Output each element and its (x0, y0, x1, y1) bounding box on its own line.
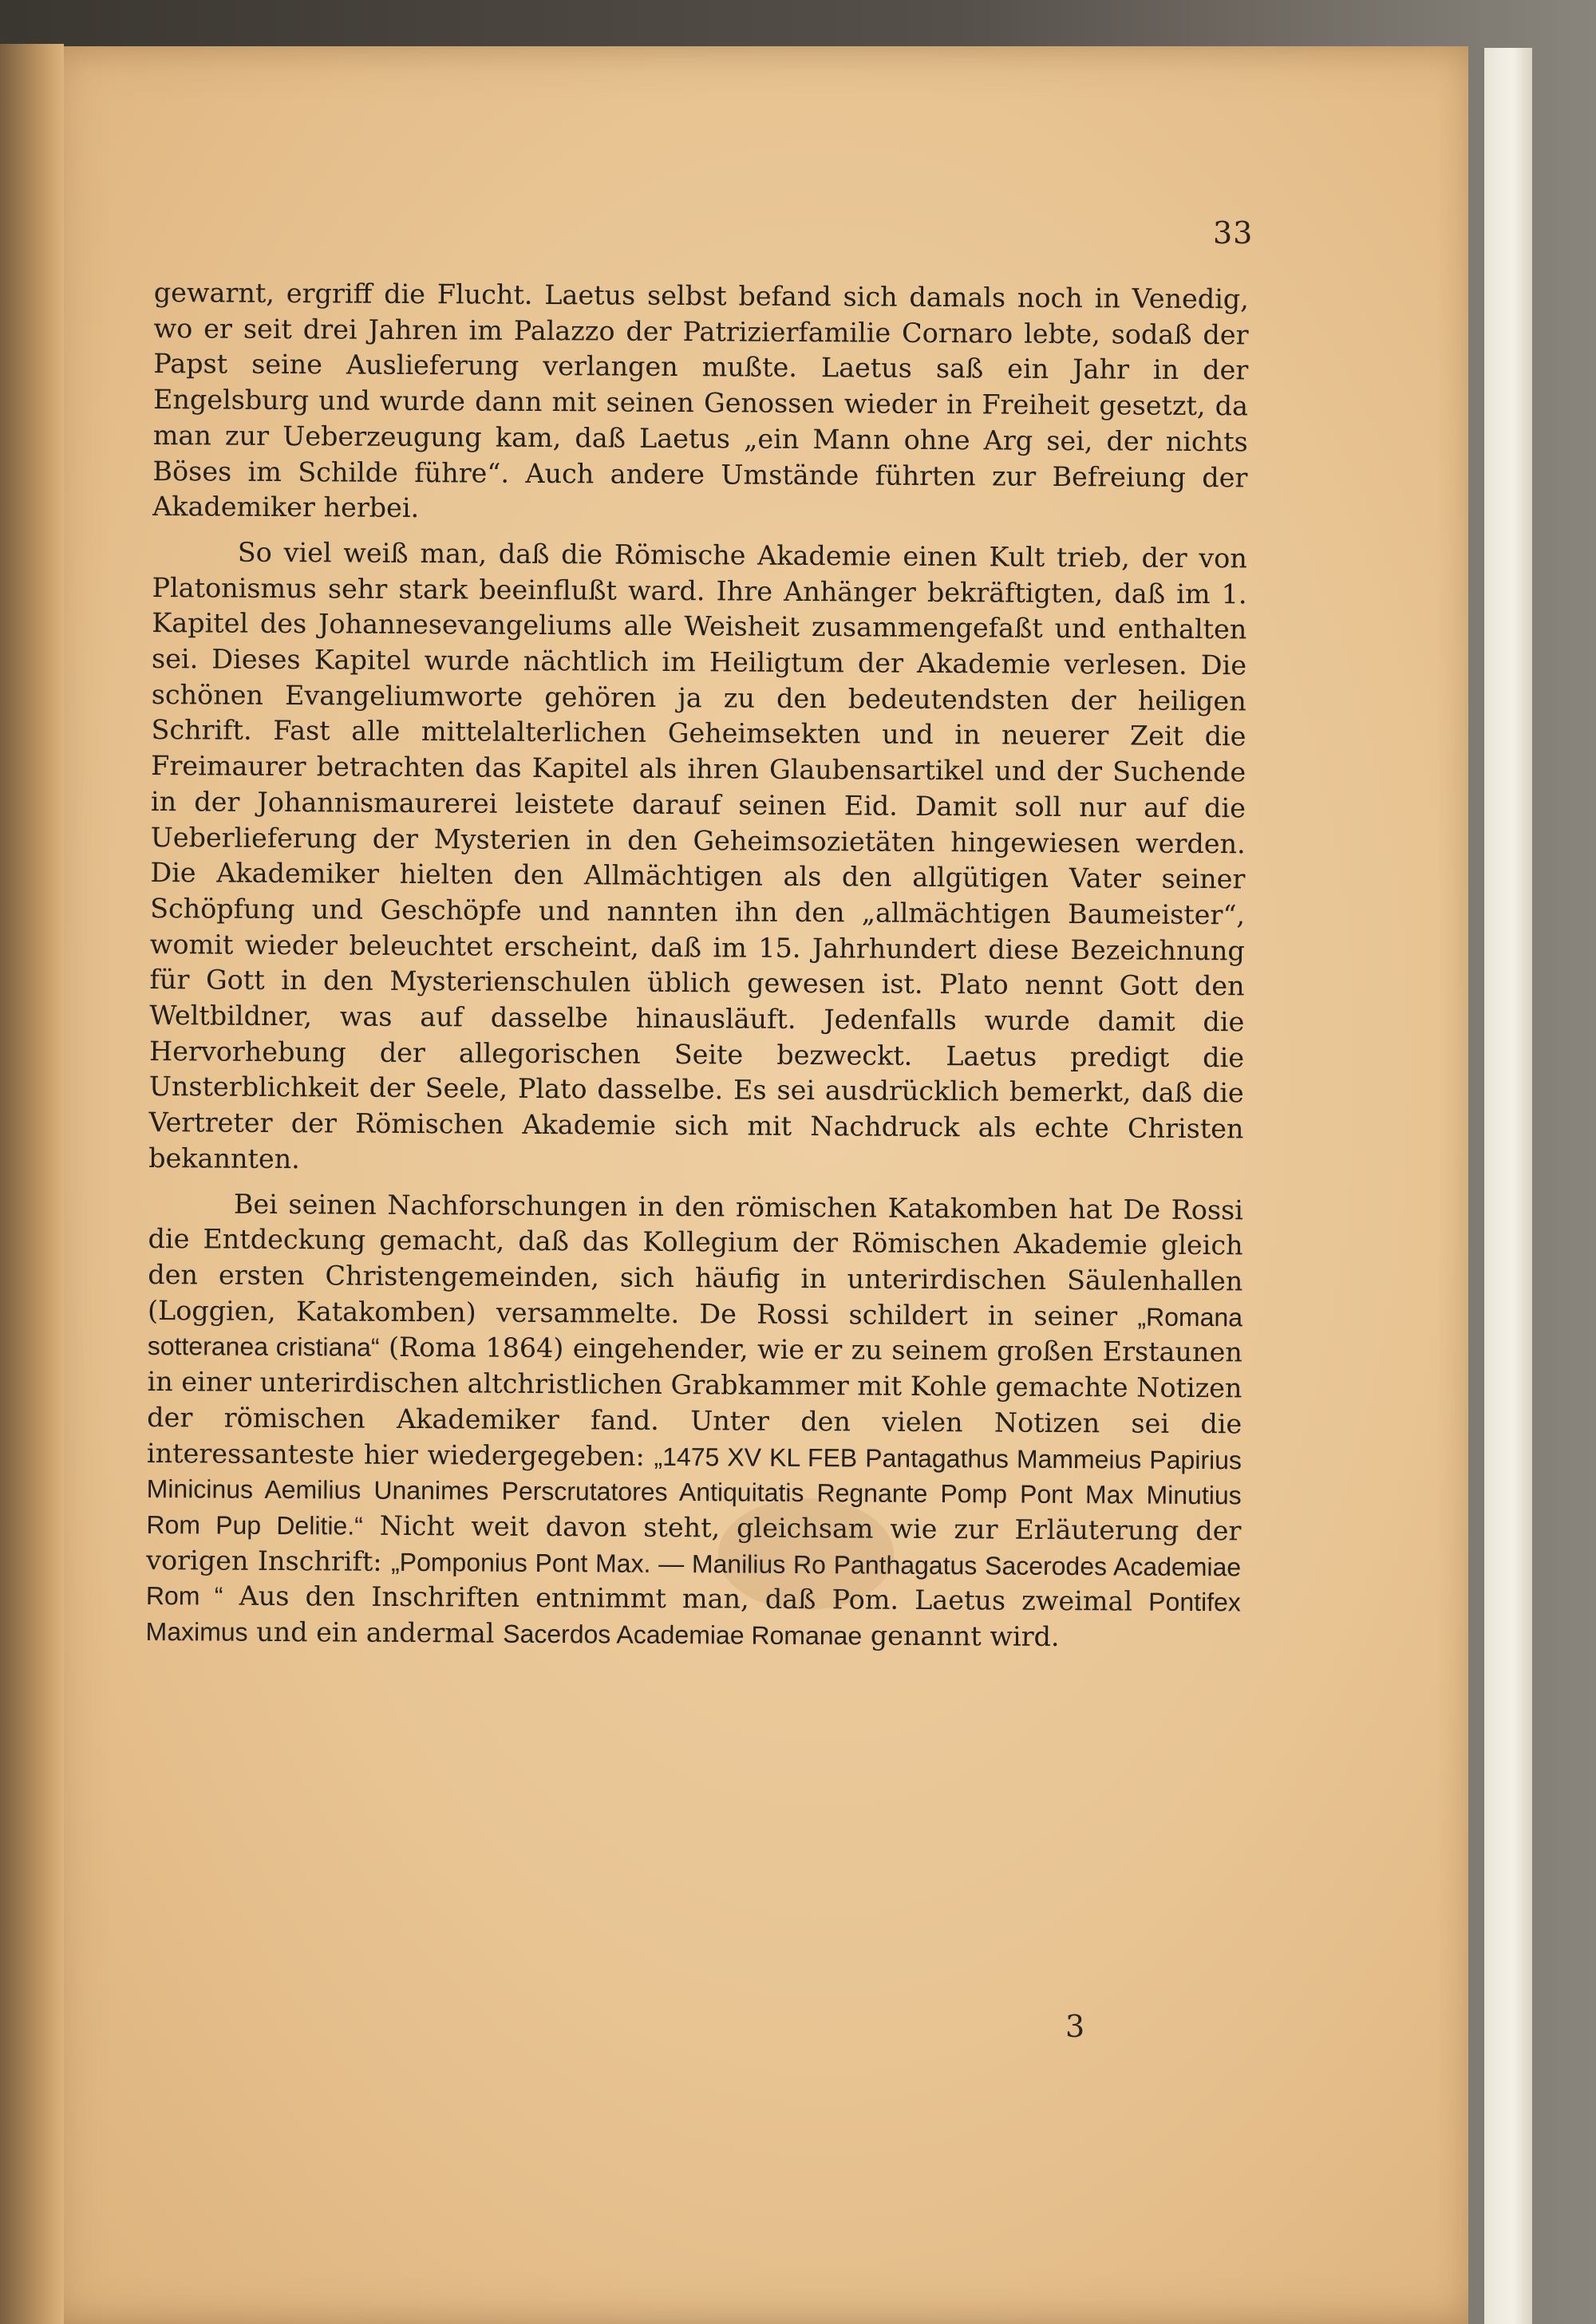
latin-title-sacerdos: Sacerdos Academiae Romanae (503, 1619, 863, 1651)
body-text (145, 275, 1248, 1656)
page-number: 33 (1213, 215, 1254, 251)
paragraph-2: So viel weiß man, daß die Römische Akademie einen Kult trieb, der von Platonismus sehr stark beeinflußt ward. Ihre Anhänger bekräftigten, daß im 1. Kapitel des Johannesevangeliums alle Weisheit zusammengefaßt und enthalten sei. Dieses Kapitel wurde nächtlich im Heiligtum der Akademie verlesen. Die schönen Evangeliumworte gehören ja zu den bedeutendsten der heiligen Schrift. Fast alle mittelalterlichen Geheimsekten und in neuerer Zeit die Freimaurer betrachten das Kapitel als ihren Glaubensartikel und der Suchende in der Johannismaurerei leistete darauf seinen Eid. Damit soll nur auf die Ueberlieferung der Mysterien in den Geheimsozietäten hingewiesen werden. Die Akademiker hielten den Allmächtigen als den allgütigen Vater seiner Schöpfung und Geschöpfe und nannten ihn den „allmächtigen Baumeister“, womit wieder beleuchtet erscheint, daß im 15. Jahrhundert diese Bezeichnung für Gott in den Mysterienschulen üblich gewesen ist. Plato nennt Gott den Weltbildner, was auf dasselbe hinausläuft. Jedenfalls wurde damit die Hervorhebung der allegorischen Seite bezweckt. Laetus predigt die Unsterblichkeit der Seele, Plato dasselbe. Es sei ausdrücklich bemerkt, daß die Vertreter der Römischen Akademie sich mit Nachdruck als echte Christen bekannten. (148, 536, 1247, 1175)
page-stack-edge (1484, 48, 1532, 2324)
book-spine (0, 44, 64, 2324)
latin-inscription-2: „Pomponius Pont Max. — Manilius Ro Panthagatus Sacerodes Academiae Rom “ (145, 1547, 1242, 1611)
paragraph-3-part: und ein andermal (247, 1616, 504, 1649)
latin-title-pontifex: Pontifex Maximus (145, 1587, 1241, 1647)
paragraph-3-part: Nicht weit davon steht, gleichsam wie zur Erläuterung der vorigen Inschrift: (146, 1509, 1242, 1577)
paragraph-3-part: Bei seinen Nachforschungen in den römischen Katakomben hat De Rossi die Entdeckung gemacht, daß das Kollegium der Römischen Akademie gleich den ersten Christengemeinden, sich häufig in unterirdischen Säulenhallen (Loggien, Katakomben) versammelte. De Rossi schildert in seiner (147, 1188, 1243, 1332)
signature-mark: 3 (1065, 2009, 1085, 2044)
paragraph-1: gewarnt, ergriff die Flucht. Laetus selbst befand sich damals noch in Venedig, wo er seit drei Jahren im Palazzo der Patrizierfamilie Cornaro lebte, sodaß der Papst seine Auslieferung verlangen mußte. Laetus saß ein Jahr in der Engelsburg und wurde dann mit seinen Genossen wieder in Freiheit gesetzt, da man zur Ueberzeugung kam, daß Laetus „ein Mann ohne Arg sei, der nichts Böses im Schilde führe“. Auch andere Umstände führten zur Befreiung der Akademiker herbei. (152, 276, 1249, 524)
paragraph-3-part: genannt wird. (862, 1620, 1060, 1652)
paragraph-3-part: (Roma 1864) eingehender, wie er zu seinem großen Erstaunen in einer unterirdischen altchristlichen Grabkammer mit Kohle gemachte Notizen der römischen Akademiker fand. Unter den vielen Notizen sei die interessanteste hier wiedergegeben: (146, 1332, 1242, 1472)
latin-inscription-1: „1475 XV KL FEB Pantagathus Mammeius Papirius Minicinus Aemilius Unanimes Perscrutatores Antiquitatis Regnante Pomp Pont Max Minutius Rom Pup Delitie.“ (146, 1442, 1242, 1541)
paragraph-3-part: Aus den Inschriften entnimmt man, daß Pom. Laetus zweimal (223, 1580, 1149, 1617)
latin-title: „Romana sotteranea cristiana“ (147, 1302, 1243, 1363)
paragraph-3 (145, 1186, 1243, 1657)
